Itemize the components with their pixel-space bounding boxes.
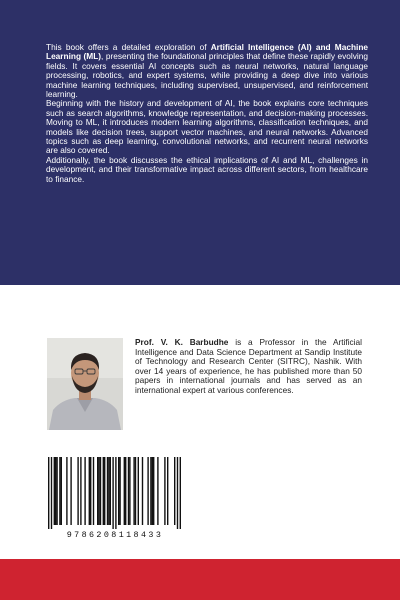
barcode-bar — [153, 457, 154, 525]
barcode-bar — [90, 457, 91, 525]
synopsis-text — [46, 43, 368, 184]
author-bio-text: is a Professor in the Artificial Intelligence and Data Science Department at Sandip Institute of Technology and Research Center (SITRC), Nashik. With over 14 years of experience, he has published more than 50 papers in international journals and has served as an international expert at various conferences. — [135, 337, 362, 395]
barcode-bar — [107, 457, 108, 525]
barcode-bar — [112, 457, 113, 529]
bottom-color-strip — [0, 559, 400, 600]
barcode-bar — [164, 457, 165, 525]
barcode-bar — [103, 457, 104, 525]
barcode-bar — [138, 457, 139, 525]
synopsis-paragraph-2: Beginning with the history and development of AI, the book explains core techniques such as search algorithms, knowledge representation, and decision-making processes. Moving to ML, it introduces modern learning algorithms, classification techniques, and models like decision trees, support vector machines, and neural networks. Advanced topics such as deep learning, convolutional networks, and recurrent neural networks are also covered. — [46, 98, 368, 156]
barcode-bar — [70, 457, 71, 525]
barcode-bar — [177, 457, 178, 529]
barcode-bar — [108, 457, 109, 525]
isbn-barcode — [44, 457, 186, 541]
synopsis-paragraph-1 — [46, 43, 368, 99]
synopsis-intro-1: This book offers a detailed exploration of — [46, 42, 211, 52]
barcode-bar — [80, 457, 81, 525]
barcode-bar — [124, 457, 125, 525]
barcode-bar — [93, 457, 94, 525]
synopsis-paragraph-3: Additionally, the book discusses the ethical implications of AI and ML, challenges in development, and their transformative impact across different sectors, from healthcare to finance. — [46, 154, 368, 184]
barcode-bar — [174, 457, 175, 525]
barcode-bar — [167, 457, 168, 525]
author-photo — [47, 338, 123, 430]
barcode-bar — [66, 457, 67, 525]
barcode-bar — [118, 457, 119, 525]
author-bio — [135, 338, 362, 396]
barcode-bar — [133, 457, 134, 525]
barcode-bar — [84, 457, 85, 525]
barcode-bar — [125, 457, 126, 525]
barcode-bar — [135, 457, 136, 525]
barcode-bar — [56, 457, 57, 525]
barcode-bar — [77, 457, 78, 525]
barcode-bar — [157, 457, 158, 525]
barcode-bar — [110, 457, 111, 525]
barcode-bar — [59, 457, 60, 525]
barcode-bar — [98, 457, 99, 525]
barcode-bar — [150, 457, 151, 525]
barcode-bar — [119, 457, 120, 525]
synopsis-intro-2: , presenting the foundational principles that define these rapidly evolving fields. It covers essential AI concepts such as neural networks, natural language processing, robotics, and expert systems, while providing a deep dive into various machine learning techniques, including supervised, unsupervised, and reinforcement learning. — [46, 51, 368, 100]
barcode-bar — [89, 457, 90, 525]
barcode-bar — [61, 457, 62, 525]
barcode-bar — [54, 457, 55, 525]
barcode-bar — [128, 457, 129, 525]
barcode-bar — [104, 457, 105, 525]
barcode-bar — [147, 457, 148, 525]
barcode-bar — [152, 457, 153, 525]
ai-ml-term: Artificial Intelligence (AI) and Machine Learning (ML) — [46, 42, 368, 62]
barcode-bars — [44, 457, 186, 529]
barcode-bar — [129, 457, 130, 525]
barcode-bar — [48, 457, 49, 529]
author-name: Prof. V. K. Barbudhe — [135, 337, 229, 347]
barcode-bar — [97, 457, 98, 525]
barcode-bar — [100, 457, 101, 525]
barcode-bar — [180, 457, 181, 529]
isbn-number: 9786208118433 — [66, 530, 164, 540]
barcode-bar — [142, 457, 143, 525]
barcode-bar — [51, 457, 52, 529]
barcode-bar — [55, 457, 56, 525]
synopsis-panel — [0, 0, 400, 285]
barcode-bar — [115, 457, 116, 529]
